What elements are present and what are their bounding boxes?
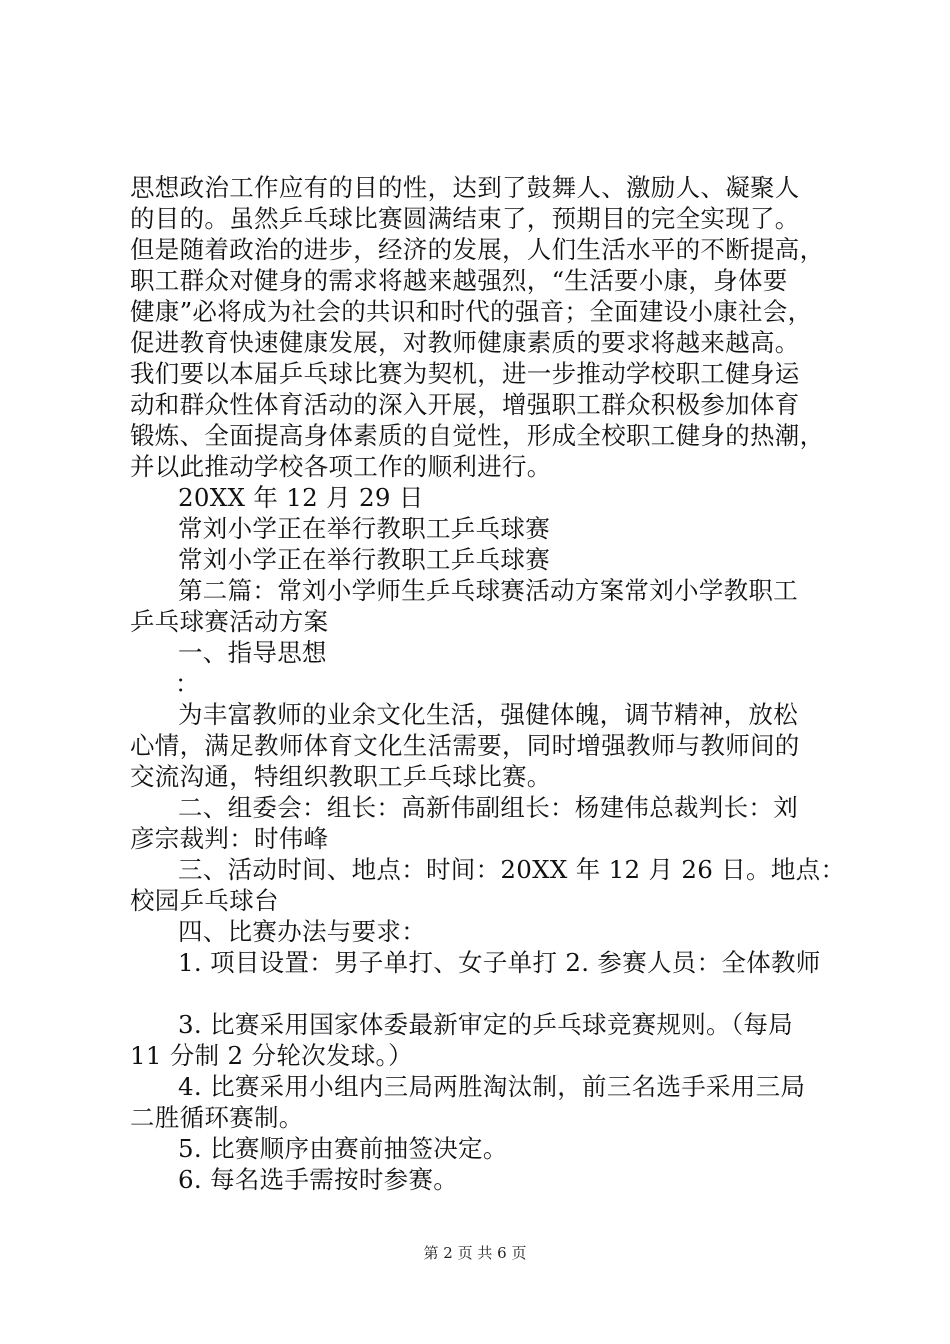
body-line: 为丰富教师的业余文化生活，强健体魄，调节精神，放松 — [178, 700, 798, 729]
rule-item-4-continued: 二胜循环赛制。 — [130, 1103, 304, 1132]
body-line: 并以此推动学校各项工作的顺利进行。 — [130, 452, 552, 481]
body-line: 思想政治工作应有的目的性，达到了鼓舞人、激励人、凝聚人 — [130, 173, 800, 202]
rule-item-4: 4. 比赛采用小组内三局两胜淘汰制，前三名选手采用三局 — [178, 1072, 806, 1101]
body-line: 我们要以本届乒乓球比赛为契机，进一步推动学校职工健身运 — [130, 359, 800, 388]
section-title-continued: 乒乓球赛活动方案 — [130, 607, 329, 636]
body-line: 动和群众性体育活动的深入开展，增强职工群众积极参加体育 — [130, 390, 800, 419]
date-line: 20XX 年 12 月 29 日 — [178, 483, 424, 512]
body-line: 促进教育快速健康发展，对教师健康素质的要求将越来越高。 — [130, 328, 800, 357]
body-line: 但是随着政治的进步，经济的发展，人们生活水平的不断提高， — [130, 235, 825, 264]
heading-guiding-thought: 一、指导思想 — [178, 638, 327, 667]
rule-item-3-continued: 11 分制 2 分轮次发球。） — [130, 1041, 413, 1070]
body-line: 心情，满足教师体育文化生活需要，同时增强教师与教师间的 — [130, 731, 800, 760]
page-number-footer: 第 2 页 共 6 页 — [423, 1244, 527, 1262]
time-place-line: 三、活动时间、地点：时间：20XX 年 12 月 26 日。地点： — [178, 855, 846, 884]
rule-item-3: 3. 比赛采用国家体委最新审定的乒乓球竞赛规则。（每局 — [178, 1010, 794, 1039]
section-title: 第二篇：常刘小学师生乒乓球赛活动方案常刘小学教职工 — [178, 576, 798, 605]
committee-line-continued: 彦宗裁判：时伟峰 — [130, 824, 329, 853]
rule-item-1: 1. 项目设置：男子单打、女子单打 2. 参赛人员：全体教师 — [178, 948, 821, 977]
body-line: 健康”必将成为社会的共识和时代的强音；全面建设小康社会， — [130, 297, 813, 326]
rule-item-6: 6. 每名选手需按时参赛。 — [178, 1165, 459, 1194]
heading-rules: 四、比赛办法与要求： — [178, 917, 426, 946]
body-line: 锻炼、全面提高身体素质的自觉性，形成全校职工健身的热潮， — [130, 421, 825, 450]
body-line: 交流沟通，特组织教职工乒乓球比赛。 — [130, 762, 552, 791]
colon-line: ： — [175, 669, 200, 698]
body-line: 的目的。虽然乒乓球比赛圆满结束了，预期目的完全实现了。 — [130, 204, 800, 233]
caption-line: 常刘小学正在举行教职工乒乓球赛 — [178, 514, 550, 543]
body-line: 职工群众对健身的需求将越来越强烈，“生活要小康，身体要 — [130, 266, 788, 295]
committee-line: 二、组委会：组长：高新伟副组长：杨建伟总裁判长：刘 — [178, 793, 798, 822]
time-place-line-continued: 校园乒乓球台 — [130, 886, 279, 915]
caption-line: 常刘小学正在举行教职工乒乓球赛 — [178, 545, 550, 574]
rule-item-5: 5. 比赛顺序由赛前抽签决定。 — [178, 1134, 508, 1163]
